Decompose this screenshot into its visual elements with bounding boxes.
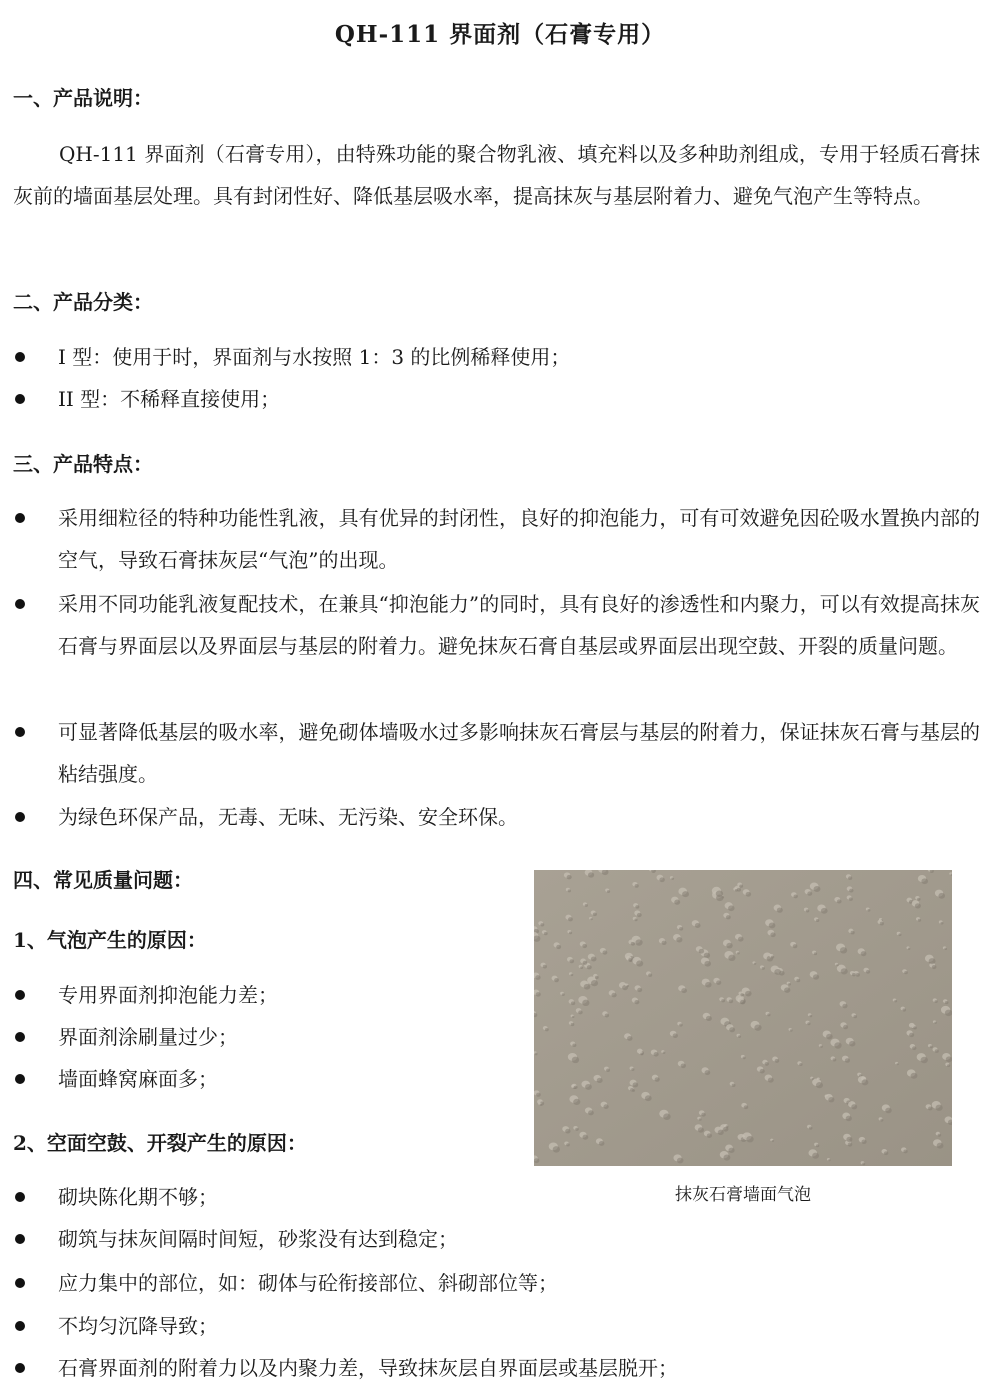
list-item: 墙面蜂窝麻面多； bbox=[13, 1058, 493, 1100]
bubble-shadow bbox=[816, 919, 819, 922]
bubble-shadow bbox=[937, 1143, 944, 1149]
bubble-shadow bbox=[820, 1045, 823, 1047]
bubble-shadow bbox=[913, 1026, 917, 1029]
subheading-bubble-causes: 1、气泡产生的原因： bbox=[13, 928, 207, 952]
bubble-shadow bbox=[562, 993, 565, 996]
bubble-shadow bbox=[772, 1140, 774, 1142]
bullet-icon bbox=[15, 1278, 25, 1288]
bubble-shadow bbox=[898, 933, 901, 936]
bullet-icon bbox=[15, 599, 25, 609]
bubble-shadow bbox=[540, 923, 544, 926]
bubble-shadow bbox=[738, 937, 744, 942]
bubble-shadow bbox=[595, 976, 599, 979]
bubble-shadow bbox=[554, 978, 559, 982]
bubble-shadow bbox=[728, 905, 734, 911]
bubble-shadow bbox=[849, 1041, 855, 1047]
bubble-shadow bbox=[573, 1099, 580, 1105]
bubble-shadow bbox=[880, 922, 884, 926]
bubble-shadow bbox=[828, 1159, 830, 1161]
bubble-shadow bbox=[607, 890, 610, 893]
bubble-shadow bbox=[814, 886, 821, 892]
bubble-shadow bbox=[903, 1150, 907, 1154]
bubble-shadow bbox=[536, 1093, 541, 1097]
list-item: 应力集中的部位，如：砌体与砼衔接部位、斜砌部位等； bbox=[13, 1262, 980, 1304]
bubble-shadow bbox=[851, 1104, 857, 1109]
bullet-icon bbox=[15, 1192, 25, 1202]
list-item: II 型：不稀释直接使用； bbox=[13, 378, 980, 420]
bubble-shadow bbox=[902, 1008, 906, 1011]
bubble-shadow bbox=[909, 1033, 914, 1037]
bubble-shadow bbox=[721, 999, 725, 1002]
bubble-shadow bbox=[938, 893, 945, 899]
bubble-shadow bbox=[603, 1104, 608, 1109]
bubble-shadow bbox=[929, 958, 936, 964]
bubble-shadow bbox=[627, 985, 630, 987]
bubble-shadow bbox=[767, 1013, 770, 1016]
bubble-shadow bbox=[896, 1063, 898, 1065]
bubble-shadow bbox=[934, 1022, 937, 1024]
bubble-shadow bbox=[673, 1033, 678, 1038]
bubble-shadow bbox=[790, 1029, 793, 1031]
bubble-shadow bbox=[567, 875, 572, 880]
bubble-shadow bbox=[936, 1105, 943, 1111]
document-title: QH-111 界面剂（石膏专用） bbox=[334, 21, 666, 48]
bubble-shadow bbox=[535, 975, 540, 980]
photo-caption: 抹灰石膏墙面气泡 bbox=[675, 1185, 811, 1205]
bubble-shadow bbox=[705, 1070, 711, 1075]
bubble-shadow bbox=[588, 1110, 594, 1115]
bubble-shadow bbox=[917, 898, 920, 901]
bubble-shadow bbox=[588, 872, 594, 877]
bubble-shadow bbox=[671, 877, 674, 879]
bubble-shadow bbox=[627, 1036, 633, 1041]
bubble-shadow bbox=[568, 889, 571, 892]
bubble-shadow bbox=[574, 1086, 578, 1089]
bubble-shadow bbox=[793, 944, 798, 948]
bubble-shadow bbox=[739, 884, 743, 887]
bubble-shadow bbox=[754, 963, 757, 965]
bubble-shadow bbox=[585, 1084, 592, 1090]
bubble-shadow bbox=[553, 1146, 560, 1152]
bubble-shadow bbox=[569, 932, 572, 935]
bubble-shadow bbox=[580, 966, 583, 969]
bubble-shadow bbox=[723, 1155, 730, 1161]
bubble-shadow bbox=[771, 956, 774, 959]
bubble-texture bbox=[534, 870, 952, 1166]
bubble-shadow bbox=[940, 922, 943, 925]
bubble-shadow bbox=[679, 1023, 683, 1026]
bubble-shadow bbox=[880, 1119, 883, 1122]
bubble-shadow bbox=[634, 918, 637, 921]
bubble-shadow bbox=[866, 970, 870, 974]
bubble-shadow bbox=[861, 1139, 866, 1144]
bubble-shadow bbox=[788, 983, 791, 985]
list-item: 采用细粒径的特种功能性乳液，具有优异的封闭性，良好的抑泡能力，可有可效避免因砼吸水置换内部的空气，导致石膏抹灰层“气泡”的出现。 bbox=[13, 497, 980, 581]
bubble-shadow bbox=[814, 952, 817, 955]
bubble-shadow bbox=[536, 992, 541, 997]
bubble-shadow bbox=[663, 1052, 666, 1054]
bubble-shadow bbox=[663, 1113, 670, 1120]
bubble-shadow bbox=[852, 973, 856, 976]
bubble-shadow bbox=[716, 890, 723, 896]
bullet-icon bbox=[15, 1321, 25, 1331]
bubble-shadow bbox=[676, 937, 682, 942]
bubble-shadow bbox=[682, 891, 689, 897]
bubble-shadow bbox=[932, 965, 937, 969]
list-item: 不均匀沉降导致； bbox=[13, 1305, 980, 1347]
bubble-shadow bbox=[540, 1104, 543, 1106]
bubble-shadow bbox=[571, 1023, 575, 1026]
bubble-shadow bbox=[846, 1137, 852, 1142]
bubble-shadow bbox=[582, 1135, 588, 1140]
bubble-shadow bbox=[634, 1000, 639, 1004]
list-item: 专用界面剂抑泡能力差； bbox=[13, 974, 493, 1016]
bubble-shadow bbox=[636, 960, 643, 966]
bubble-shadow bbox=[884, 1151, 888, 1155]
bubble-shadow bbox=[853, 1015, 857, 1018]
bubble-shadow bbox=[583, 961, 588, 965]
bubble-shadow bbox=[705, 982, 711, 988]
bubble-shadow bbox=[938, 1134, 942, 1137]
bubble-shadow bbox=[606, 1069, 610, 1072]
bubble-shadow bbox=[809, 1127, 813, 1130]
bubble-shadow bbox=[662, 941, 667, 945]
bubble-shadow bbox=[582, 1000, 589, 1006]
bubble-shadow bbox=[635, 939, 642, 945]
bubble-shadow bbox=[544, 932, 548, 935]
bubble-shadow bbox=[807, 891, 812, 895]
bubble-shadow bbox=[944, 948, 947, 950]
bubble-shadow bbox=[777, 908, 783, 913]
bubble-shadow bbox=[856, 973, 860, 977]
bubble-shadow bbox=[584, 984, 591, 990]
bubble-shadow bbox=[848, 1142, 853, 1146]
bubble-shadow bbox=[840, 947, 847, 953]
bubble-shadow bbox=[813, 974, 819, 979]
bubble-shadow bbox=[833, 1058, 837, 1061]
bubble-shadow bbox=[754, 1025, 761, 1031]
bubble-shadow bbox=[768, 1077, 774, 1082]
bubble-shadow bbox=[735, 889, 738, 892]
bubble-shadow bbox=[762, 967, 765, 970]
bubble-shadow bbox=[828, 1097, 834, 1102]
bubble-shadow bbox=[628, 958, 632, 962]
bubble-shadow bbox=[597, 1078, 603, 1083]
bubble-shadow bbox=[770, 932, 775, 937]
bubble-shadow bbox=[934, 1000, 937, 1003]
bubble-shadow bbox=[799, 1063, 802, 1066]
bubble-shadow bbox=[635, 884, 639, 888]
bubble-shadow bbox=[704, 961, 711, 967]
bubble-shadow bbox=[648, 973, 652, 977]
bubble-shadow bbox=[726, 943, 732, 949]
bubble-shadow bbox=[729, 999, 733, 1003]
bubble-shadow bbox=[565, 1129, 570, 1134]
bubble-shadow bbox=[681, 1063, 686, 1068]
bubble-shadow bbox=[921, 1057, 928, 1063]
bubble-shadow bbox=[587, 965, 592, 969]
bubble-shadow bbox=[849, 889, 853, 893]
bubble-shadow bbox=[716, 980, 721, 985]
bubble-shadow bbox=[674, 900, 680, 905]
bullet-icon bbox=[15, 394, 25, 404]
bubble-shadow bbox=[915, 903, 921, 908]
bubble-shadow bbox=[732, 1084, 736, 1087]
bubble-shadow bbox=[534, 1158, 539, 1163]
bubble-shadow bbox=[912, 1046, 916, 1050]
bubble-shadow bbox=[928, 1106, 933, 1110]
bubble-shadow bbox=[821, 908, 828, 914]
bubble-shadow bbox=[849, 897, 853, 901]
bubble-shadow bbox=[699, 949, 704, 954]
bubble-shadow bbox=[707, 1133, 712, 1138]
bubble-shadow bbox=[631, 942, 635, 946]
list-item: 砌筑与抹灰间隔时间短，砂浆没有达到稳定； bbox=[13, 1218, 980, 1260]
bubble-shadow bbox=[699, 1118, 702, 1121]
bubble-shadow bbox=[701, 1113, 706, 1117]
bubble-shadow bbox=[659, 877, 664, 882]
bubble-shadow bbox=[908, 948, 911, 950]
bubble-shadow bbox=[728, 1148, 734, 1153]
bubble-shadow bbox=[945, 1001, 949, 1004]
bubble-shadow bbox=[591, 980, 598, 986]
bubble-shadow bbox=[746, 892, 751, 897]
subheading-hollow-crack-causes: 2、空面空鼓、开裂产生的原因： bbox=[13, 1131, 307, 1155]
bubble-shadow bbox=[655, 1077, 660, 1082]
bubble-shadow bbox=[843, 1025, 848, 1029]
list-item: 石膏界面剂的附着力以及内聚力差，导致抹灰层自界面层或基层脱开； bbox=[13, 1347, 980, 1389]
bubble-shadow bbox=[602, 950, 607, 954]
bubble-shadow bbox=[556, 945, 561, 949]
bubble-shadow bbox=[745, 991, 752, 997]
bubble-shadow bbox=[729, 1027, 735, 1032]
bubble-shadow bbox=[867, 909, 870, 912]
bubble-shadow bbox=[816, 1082, 823, 1088]
bubble-shadow bbox=[630, 1088, 634, 1091]
bubble-shadow bbox=[894, 1000, 897, 1002]
list-item: 为绿色环保产品，无毒、无味、无污染、安全环保。 bbox=[13, 796, 980, 838]
bubble-shadow bbox=[918, 919, 921, 922]
bubble-shadow bbox=[816, 1144, 819, 1147]
bubble-shadow bbox=[911, 1073, 918, 1079]
bubble-shadow bbox=[726, 915, 731, 919]
bubble-shadow bbox=[737, 952, 740, 954]
bubble-shadow bbox=[570, 974, 573, 976]
list-item: I 型：使用于时，界面剂与水按照 1：3 的比例稀释使用； bbox=[13, 336, 980, 378]
bubble-shadow bbox=[947, 1064, 950, 1067]
bubble-shadow bbox=[633, 1082, 639, 1087]
bubble-shadow bbox=[681, 988, 687, 993]
bubble-shadow bbox=[812, 1153, 819, 1159]
section-heading-quality-issues: 四、常见质量问题： bbox=[13, 868, 193, 892]
bubble-shadow bbox=[862, 1079, 869, 1085]
bubble-shadow bbox=[585, 904, 588, 907]
section-heading-description: 一、产品说明： bbox=[13, 86, 153, 110]
bubble-shadow bbox=[809, 1015, 812, 1018]
plaster-bubbles-photo bbox=[534, 870, 952, 1166]
bubble-shadow bbox=[836, 964, 839, 966]
bubble-shadow bbox=[848, 876, 852, 880]
bubble-shadow bbox=[796, 979, 800, 982]
bubble-shadow bbox=[746, 1136, 753, 1142]
bubble-shadow bbox=[571, 1001, 575, 1005]
bubble-shadow bbox=[885, 1108, 892, 1114]
bullet-icon bbox=[15, 1074, 25, 1084]
bubble-shadow bbox=[774, 969, 781, 975]
section-heading-features: 三、产品特点： bbox=[13, 452, 153, 476]
bullet-icon bbox=[15, 352, 25, 362]
bubble-shadow bbox=[645, 1095, 652, 1101]
bubble-shadow bbox=[834, 1042, 841, 1048]
bubble-shadow bbox=[572, 1057, 579, 1063]
bubble-shadow bbox=[806, 909, 810, 912]
bubble-shadow bbox=[784, 987, 790, 992]
bubble-shadow bbox=[704, 953, 710, 959]
bubble-shadow bbox=[837, 899, 842, 903]
bubble-shadow bbox=[599, 1141, 605, 1146]
list-item: 砌块陈化期不够； bbox=[13, 1176, 513, 1218]
bubble-shadow bbox=[807, 1022, 810, 1025]
bubble-shadow bbox=[718, 1130, 724, 1135]
product-description-paragraph: QH-111 界面剂（石膏专用），由特殊功能的聚合物乳液、填充料以及多种助剂组成，专用于轻质石膏抹灰前的墙面基层处理。具有封闭性好、降低基层吸水率，提高抹灰与基层附着力、避免气泡产生等特点。 bbox=[13, 142, 980, 208]
bubble-shadow bbox=[582, 944, 587, 948]
bubble-shadow bbox=[545, 1028, 549, 1031]
bubble-shadow bbox=[769, 923, 776, 929]
bubble-shadow bbox=[740, 1000, 745, 1005]
bubble-shadow bbox=[679, 927, 683, 931]
bubble-shadow bbox=[698, 1127, 704, 1132]
list-item: 界面剂涂刷量过少； bbox=[13, 1016, 493, 1058]
bullet-icon bbox=[15, 1032, 25, 1042]
list-item: 采用不同功能乳液复配技术，在兼具“抑泡能力”的同时，具有良好的渗透性和内聚力，可以有效提高抹灰石膏与界面层以及界面层与基层的附着力。避免抹灰石膏自基层或界面层出现空鼓、开裂的质量问题。 bbox=[13, 583, 980, 667]
bubble-shadow bbox=[845, 1058, 850, 1063]
bubble-shadow bbox=[611, 993, 616, 998]
bubble-shadow bbox=[706, 1016, 712, 1021]
bubble-shadow bbox=[591, 956, 597, 961]
bubble-shadow bbox=[635, 905, 639, 909]
bubble-shadow bbox=[575, 1128, 579, 1131]
bullet-icon bbox=[15, 513, 25, 523]
bullet-icon bbox=[15, 812, 25, 822]
bubble-shadow bbox=[654, 1052, 659, 1057]
bubble-shadow bbox=[861, 951, 867, 956]
bubble-shadow bbox=[637, 913, 642, 917]
bubble-shadow bbox=[590, 918, 592, 920]
bubble-shadow bbox=[765, 1062, 769, 1066]
section-heading-classification: 二、产品分类： bbox=[13, 290, 153, 314]
bubble-shadow bbox=[566, 1143, 570, 1146]
bubble-shadow bbox=[793, 894, 797, 898]
bubble-shadow bbox=[695, 923, 701, 928]
bubble-shadow bbox=[569, 959, 574, 963]
bubble-shadow bbox=[743, 1056, 746, 1059]
bubble-shadow bbox=[945, 1010, 952, 1016]
bubble-shadow bbox=[677, 1158, 684, 1164]
bubble-shadow bbox=[841, 968, 848, 974]
bubble-shadow bbox=[921, 878, 928, 884]
bubble-shadow bbox=[744, 1105, 749, 1109]
bubble-shadow bbox=[543, 965, 547, 969]
bubble-shadow bbox=[593, 913, 597, 917]
bubble-shadow bbox=[568, 917, 573, 921]
bubble-shadow bbox=[605, 1014, 609, 1018]
bubble-shadow bbox=[826, 1034, 833, 1040]
bubble-shadow bbox=[728, 955, 735, 961]
bubble-shadow bbox=[572, 1016, 575, 1018]
bullet-icon bbox=[15, 1234, 25, 1244]
bubble-shadow bbox=[578, 1010, 583, 1014]
bullet-icon bbox=[15, 727, 25, 737]
bubble-shadow bbox=[640, 1053, 643, 1056]
bullet-icon bbox=[15, 1363, 25, 1373]
bubble-shadow bbox=[631, 1068, 634, 1071]
bubble-shadow bbox=[738, 1035, 741, 1038]
list-item: 可显著降低基层的吸水率，避免砌体墙吸水过多影响抹灰石膏层与基层的附着力，保证抹灰石膏与基层的粘结强度。 bbox=[13, 711, 980, 795]
bubble-shadow bbox=[930, 1046, 933, 1049]
bubble-shadow bbox=[851, 931, 855, 935]
bubble-shadow bbox=[726, 1126, 729, 1129]
bullet-icon bbox=[15, 990, 25, 1000]
bubble-shadow bbox=[935, 1049, 939, 1053]
bubble-shadow bbox=[572, 1043, 576, 1047]
bubble-shadow bbox=[842, 1004, 847, 1009]
bubble-shadow bbox=[775, 1059, 780, 1063]
bubble-shadow bbox=[760, 1069, 765, 1074]
bubble-shadow bbox=[846, 1116, 852, 1121]
bubble-shadow bbox=[862, 1163, 865, 1166]
bubble-shadow bbox=[637, 988, 642, 992]
bubble-shadow bbox=[535, 1053, 538, 1056]
bubble-shadow bbox=[904, 971, 908, 974]
